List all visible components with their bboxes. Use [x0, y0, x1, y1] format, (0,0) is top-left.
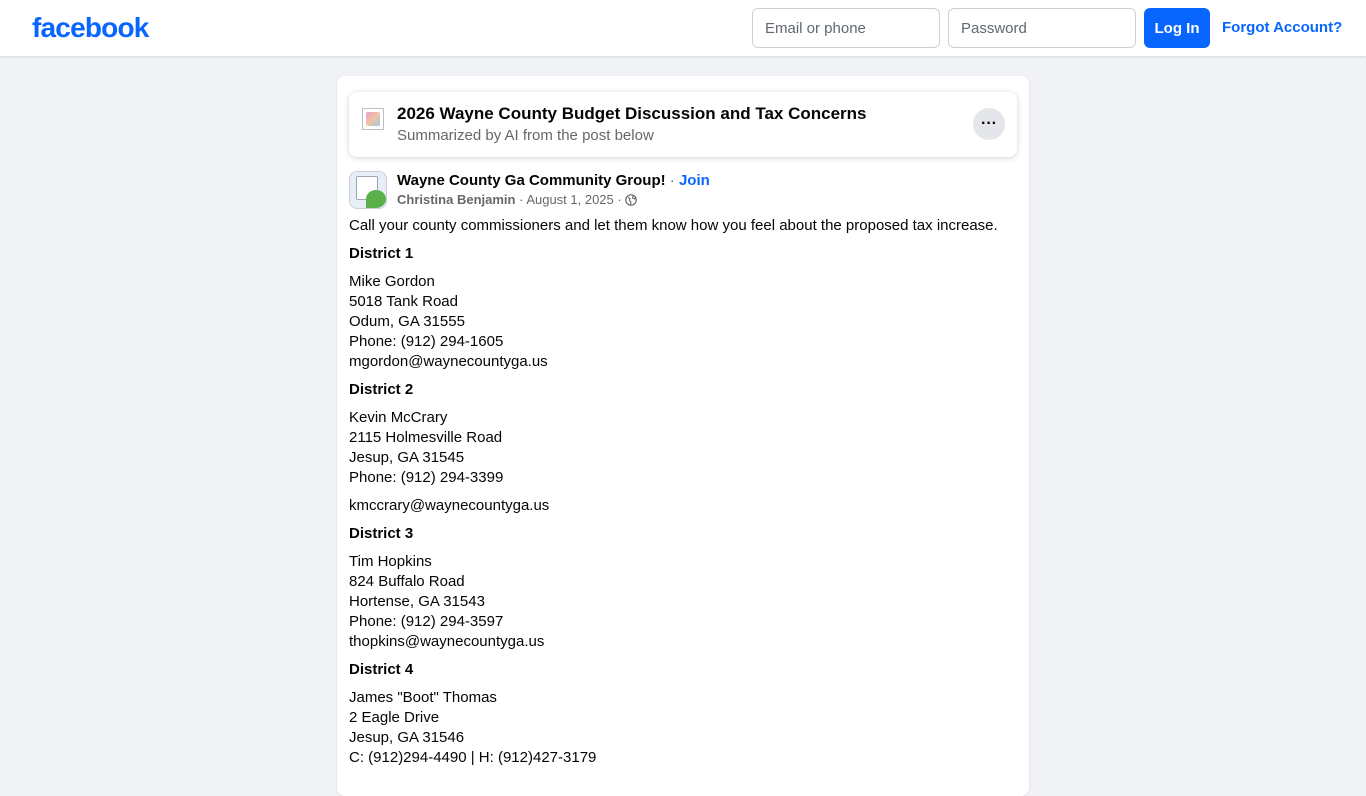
- login-button[interactable]: Log In: [1144, 8, 1210, 48]
- ai-summary-image: [366, 112, 380, 126]
- commissioner-name: Tim Hopkins: [349, 553, 432, 570]
- commissioner-address: 2115 Holmesville Road: [349, 429, 503, 446]
- commissioner-name: James "Boot" Thomas: [349, 689, 497, 706]
- district-contact: [349, 272, 1017, 372]
- commissioner-name: Kevin McCrary: [349, 409, 448, 426]
- district-heading: District 3: [349, 525, 414, 542]
- avatar-leaf-icon: [366, 190, 386, 208]
- top-bar: [0, 0, 1366, 56]
- ai-summary-card[interactable]: [349, 92, 1017, 157]
- separator: ·: [665, 172, 679, 189]
- post-body: [349, 216, 1017, 776]
- commissioner-phone: C: (912)294-4490 | H: (912)427-3179: [349, 749, 597, 766]
- district-heading: District 1: [349, 245, 414, 262]
- district-contact: [349, 688, 1017, 768]
- district-heading: District 2: [349, 381, 414, 398]
- group-name-link[interactable]: Wayne County Ga Community Group!: [397, 172, 666, 189]
- commissioner-phone: Phone: (912) 294-3399: [349, 469, 504, 486]
- commissioner-address: 2 Eagle Drive: [349, 709, 440, 726]
- password-input[interactable]: [948, 8, 1136, 48]
- district-contact: [349, 552, 1017, 652]
- forgot-account-link[interactable]: Forgot Account?: [1222, 19, 1343, 36]
- commissioner-phone: Phone: (912) 294-1605: [349, 333, 504, 350]
- post-subheader: [397, 192, 637, 208]
- commissioner-city: Jesup, GA 31545: [349, 449, 465, 466]
- post-date-link[interactable]: August 1, 2025: [526, 192, 614, 207]
- commissioner-name: Mike Gordon: [349, 273, 435, 290]
- join-link[interactable]: Join: [678, 172, 710, 189]
- commissioner-address: 5018 Tank Road: [349, 293, 458, 310]
- ai-summary-title[interactable]: 2026 Wayne County Budget Discussion and Tax Concerns: [397, 104, 867, 123]
- commissioner-city: Hortense, GA 31543: [349, 593, 485, 610]
- separator: ·: [515, 192, 527, 207]
- post-card: [337, 76, 1029, 796]
- district-contact: [349, 408, 1017, 488]
- commissioner-email: kmccrary@waynecountyga.us: [349, 497, 550, 514]
- post-header: [397, 171, 710, 191]
- ai-summary-subtitle: Summarized by AI from the post below: [397, 127, 654, 144]
- globe-icon: [625, 194, 637, 206]
- commissioner-city: Jesup, GA 31546: [349, 729, 465, 746]
- author-name-link[interactable]: Christina Benjamin: [397, 192, 516, 207]
- group-avatar[interactable]: [349, 171, 387, 209]
- commissioner-email: mgordon@waynecountyga.us: [349, 353, 548, 370]
- separator: ·: [613, 192, 626, 207]
- ai-summary-icon: [362, 108, 384, 130]
- post-intro: Call your county commissioners and let them know how you feel about the proposed tax increase.: [349, 217, 998, 234]
- facebook-logo[interactable]: facebook: [32, 12, 149, 43]
- email-input[interactable]: [752, 8, 940, 48]
- commissioner-city: Odum, GA 31555: [349, 313, 465, 330]
- commissioner-address: 824 Buffalo Road: [349, 573, 465, 590]
- commissioner-email: thopkins@waynecountyga.us: [349, 633, 545, 650]
- commissioner-phone: Phone: (912) 294-3597: [349, 613, 504, 630]
- more-options-button[interactable]: ···: [973, 108, 1005, 140]
- district-heading: District 4: [349, 661, 414, 678]
